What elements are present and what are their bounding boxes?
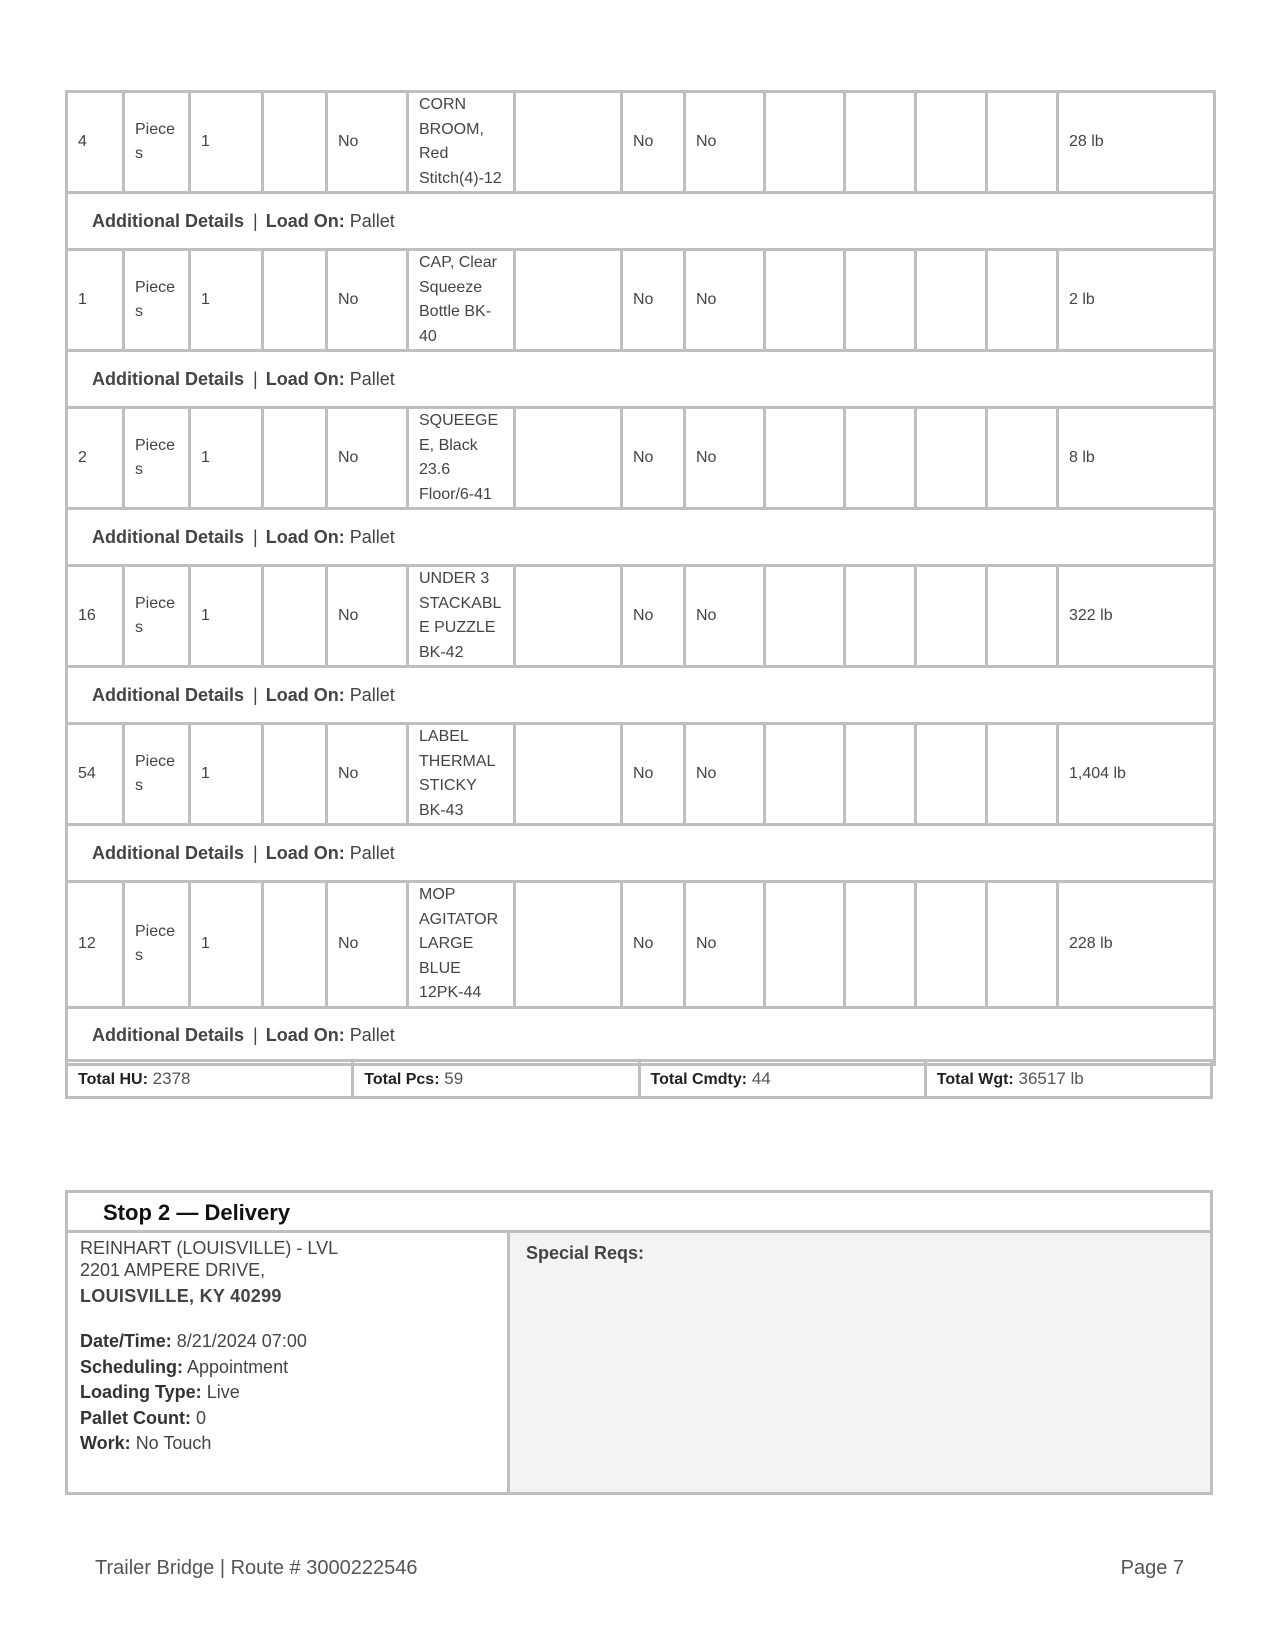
- details-label: Additional Details: [92, 210, 245, 231]
- details-separator: |: [253, 368, 258, 389]
- load-on-value: Pallet: [349, 684, 395, 705]
- qty-cell: 4: [67, 92, 124, 193]
- empty-cell: [515, 882, 622, 1008]
- empty-cell: [263, 724, 327, 825]
- footer-route: Trailer Bridge | Route # 3000222546: [95, 1557, 418, 1579]
- empty-cell: [765, 250, 845, 351]
- empty-cell: [987, 724, 1058, 825]
- description-cell: UNDER 3 STACKABLE PUZZLE BK-42: [408, 566, 515, 667]
- field-value: 8/21/2024 07:00: [176, 1331, 307, 1351]
- details-cell: [67, 509, 1215, 566]
- stop-section: [65, 1190, 1213, 1495]
- flag-cell: No: [622, 882, 685, 1008]
- weight-cell: 28 lb: [1058, 92, 1215, 193]
- flag-cell: No: [685, 408, 765, 509]
- qty-cell: 12: [67, 882, 124, 1008]
- details-row: [67, 667, 1215, 724]
- table-row: [67, 250, 1215, 351]
- empty-cell: [987, 408, 1058, 509]
- commodity-table: [65, 90, 1216, 1066]
- hu-cell: 1: [190, 92, 263, 193]
- footer-page-number: Page 7: [1120, 1557, 1184, 1579]
- details-separator: |: [253, 1025, 258, 1046]
- qty-cell: 1: [67, 250, 124, 351]
- details-cell: [67, 351, 1215, 408]
- load-on-value: Pallet: [349, 842, 395, 863]
- load-on-value: Pallet: [349, 1025, 395, 1046]
- total-pcs-label: Total Pcs:: [364, 1071, 440, 1088]
- special-reqs-label: Special Reqs:: [526, 1243, 645, 1263]
- field-datetime: [80, 1329, 495, 1355]
- details-label: Additional Details: [92, 1025, 245, 1046]
- details-separator: |: [253, 684, 258, 705]
- commodity-rows: [67, 92, 1215, 1065]
- stop-city: LOUISVILLE, KY 40299: [80, 1286, 282, 1306]
- weight-cell: 322 lb: [1058, 566, 1215, 667]
- flag-cell: No: [622, 724, 685, 825]
- description-cell: SQUEEGEE, Black 23.6 Floor/6-41: [408, 408, 515, 509]
- flag-cell: No: [622, 250, 685, 351]
- hu-cell: 1: [190, 566, 263, 667]
- field-value: No Touch: [135, 1433, 212, 1453]
- hazmat-cell: No: [327, 566, 408, 667]
- field-value: 0: [196, 1407, 207, 1428]
- total-pcs: [353, 1061, 639, 1098]
- details-separator: |: [253, 210, 258, 231]
- details-row: [67, 509, 1215, 566]
- empty-cell: [916, 566, 987, 667]
- empty-cell: [765, 566, 845, 667]
- empty-cell: [916, 92, 987, 193]
- hu-cell: 1: [190, 250, 263, 351]
- hu-cell: 1: [190, 882, 263, 1008]
- table-row: [67, 92, 1215, 193]
- table-row: [67, 724, 1215, 825]
- empty-cell: [916, 250, 987, 351]
- flag-cell: No: [622, 566, 685, 667]
- field-work: [80, 1431, 495, 1457]
- field-value: Live: [206, 1382, 240, 1402]
- empty-cell: [916, 724, 987, 825]
- total-wgt-value: 36517 lb: [1018, 1069, 1084, 1088]
- flag-cell: No: [622, 92, 685, 193]
- qty-cell: 2: [67, 408, 124, 509]
- empty-cell: [845, 724, 916, 825]
- field-label: Date/Time:: [80, 1331, 172, 1351]
- totals-bar: [65, 1059, 1213, 1099]
- details-row: [67, 825, 1215, 882]
- weight-cell: 228 lb: [1058, 882, 1215, 1008]
- empty-cell: [263, 882, 327, 1008]
- details-cell: [67, 825, 1215, 882]
- total-cmdty-value: 44: [751, 1069, 771, 1088]
- load-on-label: Load On:: [265, 210, 345, 231]
- empty-cell: [515, 408, 622, 509]
- weight-cell: 2 lb: [1058, 250, 1215, 351]
- load-on-label: Load On:: [265, 526, 345, 547]
- hu-cell: 1: [190, 724, 263, 825]
- details-cell: [67, 193, 1215, 250]
- details-separator: |: [253, 526, 258, 547]
- stop-name: REINHART (LOUISVILLE) - LVL: [80, 1238, 339, 1258]
- flag-cell: No: [685, 882, 765, 1008]
- field-label: Pallet Count:: [80, 1407, 191, 1428]
- empty-cell: [845, 882, 916, 1008]
- qty-cell: 54: [67, 724, 124, 825]
- flag-cell: No: [685, 250, 765, 351]
- flag-cell: No: [685, 92, 765, 193]
- details-cell: [67, 1007, 1215, 1064]
- details-row: [67, 1007, 1215, 1064]
- empty-cell: [916, 882, 987, 1008]
- hu-cell: 1: [190, 408, 263, 509]
- empty-cell: [916, 408, 987, 509]
- empty-cell: [987, 92, 1058, 193]
- stop-title: Stop 2 — Delivery: [68, 1193, 1210, 1233]
- load-on-label: Load On:: [265, 842, 345, 863]
- details-row: [67, 351, 1215, 408]
- description-cell: CORN BROOM, Red Stitch(4)-12: [408, 92, 515, 193]
- empty-cell: [845, 566, 916, 667]
- empty-cell: [765, 92, 845, 193]
- empty-cell: [987, 882, 1058, 1008]
- table-row: [67, 566, 1215, 667]
- flag-cell: No: [622, 408, 685, 509]
- total-cmdty-label: Total Cmdty:: [650, 1071, 748, 1088]
- load-on-label: Load On:: [265, 1025, 345, 1046]
- details-label: Additional Details: [92, 684, 245, 705]
- details-label: Additional Details: [92, 368, 245, 389]
- description-cell: LABEL THERMAL STICKY BK-43: [408, 724, 515, 825]
- empty-cell: [845, 408, 916, 509]
- empty-cell: [987, 250, 1058, 351]
- empty-cell: [263, 92, 327, 193]
- special-reqs-panel: [510, 1233, 1210, 1492]
- unit-cell: Pieces: [124, 882, 190, 1008]
- empty-cell: [765, 408, 845, 509]
- hazmat-cell: No: [327, 724, 408, 825]
- empty-cell: [515, 250, 622, 351]
- empty-cell: [987, 566, 1058, 667]
- empty-cell: [765, 882, 845, 1008]
- field-value: Appointment: [187, 1356, 289, 1377]
- empty-cell: [515, 92, 622, 193]
- weight-cell: 8 lb: [1058, 408, 1215, 509]
- weight-cell: 1,404 lb: [1058, 724, 1215, 825]
- stop-address-panel: [68, 1233, 510, 1492]
- stop-street: 2201 AMPERE DRIVE,: [80, 1260, 266, 1280]
- total-wgt-label: Total Wgt:: [936, 1071, 1014, 1088]
- load-on-label: Load On:: [265, 684, 345, 705]
- total-pcs-value: 59: [444, 1069, 464, 1088]
- empty-cell: [515, 566, 622, 667]
- empty-cell: [263, 408, 327, 509]
- details-separator: |: [253, 842, 258, 863]
- field-label: Work:: [80, 1433, 131, 1453]
- unit-cell: Pieces: [124, 408, 190, 509]
- unit-cell: Pieces: [124, 250, 190, 351]
- field-loading-type: [80, 1380, 495, 1406]
- flag-cell: No: [685, 724, 765, 825]
- load-on-value: Pallet: [349, 368, 395, 389]
- hazmat-cell: No: [327, 250, 408, 351]
- description-cell: MOP AGITATOR LARGE BLUE 12PK-44: [408, 882, 515, 1008]
- total-wgt: [925, 1061, 1211, 1098]
- stop-body: [68, 1233, 1210, 1492]
- details-label: Additional Details: [92, 842, 245, 863]
- qty-cell: 16: [67, 566, 124, 667]
- field-scheduling: [80, 1355, 495, 1381]
- details-label: Additional Details: [92, 526, 245, 547]
- hazmat-cell: No: [327, 882, 408, 1008]
- table-row: [67, 882, 1215, 1008]
- field-label: Scheduling:: [80, 1356, 183, 1377]
- empty-cell: [263, 250, 327, 351]
- empty-cell: [515, 724, 622, 825]
- flag-cell: No: [685, 566, 765, 667]
- hazmat-cell: No: [327, 92, 408, 193]
- table-row: [67, 408, 1215, 509]
- load-on-label: Load On:: [265, 368, 345, 389]
- total-hu-value: 2378: [152, 1069, 191, 1088]
- unit-cell: Pieces: [124, 724, 190, 825]
- load-on-value: Pallet: [349, 526, 395, 547]
- total-cmdty: [639, 1061, 925, 1098]
- details-row: [67, 193, 1215, 250]
- empty-cell: [263, 566, 327, 667]
- empty-cell: [845, 92, 916, 193]
- hazmat-cell: No: [327, 408, 408, 509]
- details-cell: [67, 667, 1215, 724]
- field-label: Loading Type:: [80, 1382, 202, 1402]
- field-pallet-count: [80, 1406, 495, 1432]
- unit-cell: Pieces: [124, 566, 190, 667]
- description-cell: CAP, Clear Squeeze Bottle BK-40: [408, 250, 515, 351]
- empty-cell: [845, 250, 916, 351]
- total-hu: [67, 1061, 353, 1098]
- unit-cell: Pieces: [124, 92, 190, 193]
- load-on-value: Pallet: [349, 210, 395, 231]
- empty-cell: [765, 724, 845, 825]
- total-hu-label: Total HU:: [78, 1071, 148, 1088]
